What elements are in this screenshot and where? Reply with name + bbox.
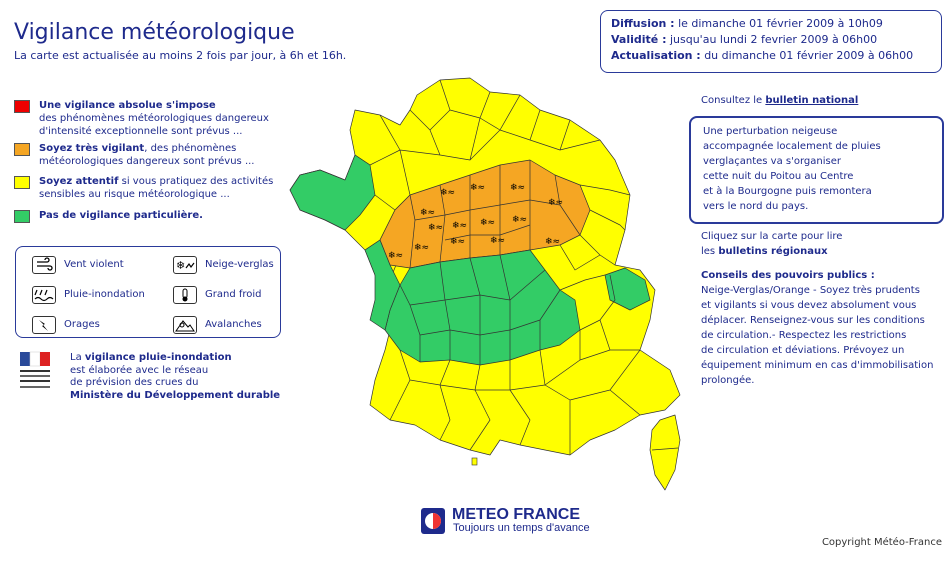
orange-swatch-icon: [14, 143, 30, 156]
legend-item-green: [14, 209, 274, 225]
message-box: Une perturbation neigeuse accompagnée localement de pluies verglaçantes va s'organiser cette nuit du Poitou au Centre et à la Bourgogne puis remontera vers le nord du pays.: [689, 116, 944, 224]
svg-text:❄≈: ❄≈: [512, 215, 528, 225]
svg-text:❄≈: ❄≈: [440, 188, 456, 198]
legend-orange-text: , des phénomènes météorologiques dangereux sont prévus ...: [39, 143, 255, 167]
validite-value: jusqu'au lundi 2 fevrier 2009 à 06h00: [666, 33, 878, 46]
public-advice: Conseils des pouvoirs publics : Neige-Verglas/Orange - Soyez très prudents et vigilants si vous devez absolument vous déplacer. Renseignez-vous sur les conditions de circulation.- Respectez les restrictions de circulation et déviations. Prévoyez un équipement minimum en cas d'immobilisation prolongée.: [701, 270, 934, 386]
yellow-swatch-icon: [14, 176, 30, 189]
svg-text:❄≈: ❄≈: [420, 208, 436, 218]
zone-yellow-corsica[interactable]: [650, 415, 680, 490]
svg-text:❄≈: ❄≈: [510, 183, 526, 193]
legend-item-orange: [14, 142, 274, 172]
regional-bulletins: Cliquez sur la carte pour lire les bulletins régionaux: [701, 231, 843, 257]
red-swatch-icon: [14, 100, 30, 113]
regional-bulletins-link[interactable]: bulletins régionaux: [718, 246, 828, 257]
svg-text:❄≈: ❄≈: [480, 218, 496, 228]
bulletin-national-link[interactable]: bulletin national: [765, 95, 859, 106]
svg-text:❄: ❄: [176, 259, 186, 272]
svg-text:❄≈: ❄≈: [388, 251, 404, 261]
page-subtitle: La carte est actualisée au moins 2 fois par jour, à 6h et 16h.: [14, 49, 347, 62]
phenomena-legend: Vent violent ❄ Neige-verglas Pluie-inondation Grand froid Orages Avalanches: [15, 246, 281, 338]
svg-text:❄≈: ❄≈: [470, 183, 486, 193]
svg-text:❄≈: ❄≈: [452, 221, 468, 231]
ministry-link[interactable]: Ministère du Développement durable: [70, 389, 281, 401]
svg-text:❄≈: ❄≈: [490, 236, 506, 246]
actualisation-value: du dimanche 01 février 2009 à 06h00: [700, 49, 914, 62]
legend-yellow-title: Soyez attentif: [39, 176, 119, 187]
diffusion-value: le dimanche 01 février 2009 à 10h09: [674, 17, 883, 30]
legend-green-title: Pas de vigilance particulière.: [39, 210, 203, 221]
snow-ice-icon: [173, 256, 197, 274]
avalanche-icon: [173, 316, 197, 334]
legend-red-title: Une vigilance absolue s'impose: [39, 100, 216, 111]
svg-text:❄≈: ❄≈: [545, 237, 561, 247]
info-box: Diffusion : le dimanche 01 février 2009 à 10h09 Validité : jusqu'au lundi 2 fevrier 2009 à 06h00 Actualisation : du dimanche 01 février 2009 à 06h00: [600, 10, 942, 73]
legend-item-red: [14, 99, 274, 139]
wind-icon: [32, 256, 56, 274]
page-title: Vigilance météorologique: [14, 20, 295, 45]
legend-yellow-text: si vous pratiquez des activités sensibles au risque météorologique ...: [39, 176, 274, 200]
ministry-logo: [16, 350, 56, 400]
copyright: Copyright Météo-France: [821, 537, 942, 548]
rain-flood-icon: [32, 286, 56, 304]
advice-title: Conseils des pouvoirs publics :: [701, 270, 875, 281]
meteo-france-emblem-icon: [420, 507, 446, 535]
meteo-france-logo[interactable]: METEO FRANCE Toujours un temps d'avance: [420, 507, 620, 537]
bulletin-national-line: Consultez le bulletin national: [701, 95, 859, 106]
storm-icon: [32, 316, 56, 334]
france-map[interactable]: [285, 60, 705, 510]
svg-text:❄≈: ❄≈: [428, 223, 444, 233]
flood-note: La vigilance pluie-inondation est élaborée avec le réseau de prévision des crues du Ministère du Développement durable: [70, 352, 281, 401]
legend-orange-title: Soyez très vigilant: [39, 143, 145, 154]
svg-text:❄≈: ❄≈: [414, 243, 430, 253]
legend-item-yellow: [14, 175, 274, 205]
green-swatch-icon: [14, 210, 30, 223]
legend-red-text: des phénomènes météorologiques dangereux d'intensité exceptionnelle sont prévus ...: [39, 113, 269, 137]
cold-icon: [173, 286, 197, 304]
svg-text:❄≈: ❄≈: [548, 198, 564, 208]
svg-text:❄≈: ❄≈: [450, 237, 466, 247]
